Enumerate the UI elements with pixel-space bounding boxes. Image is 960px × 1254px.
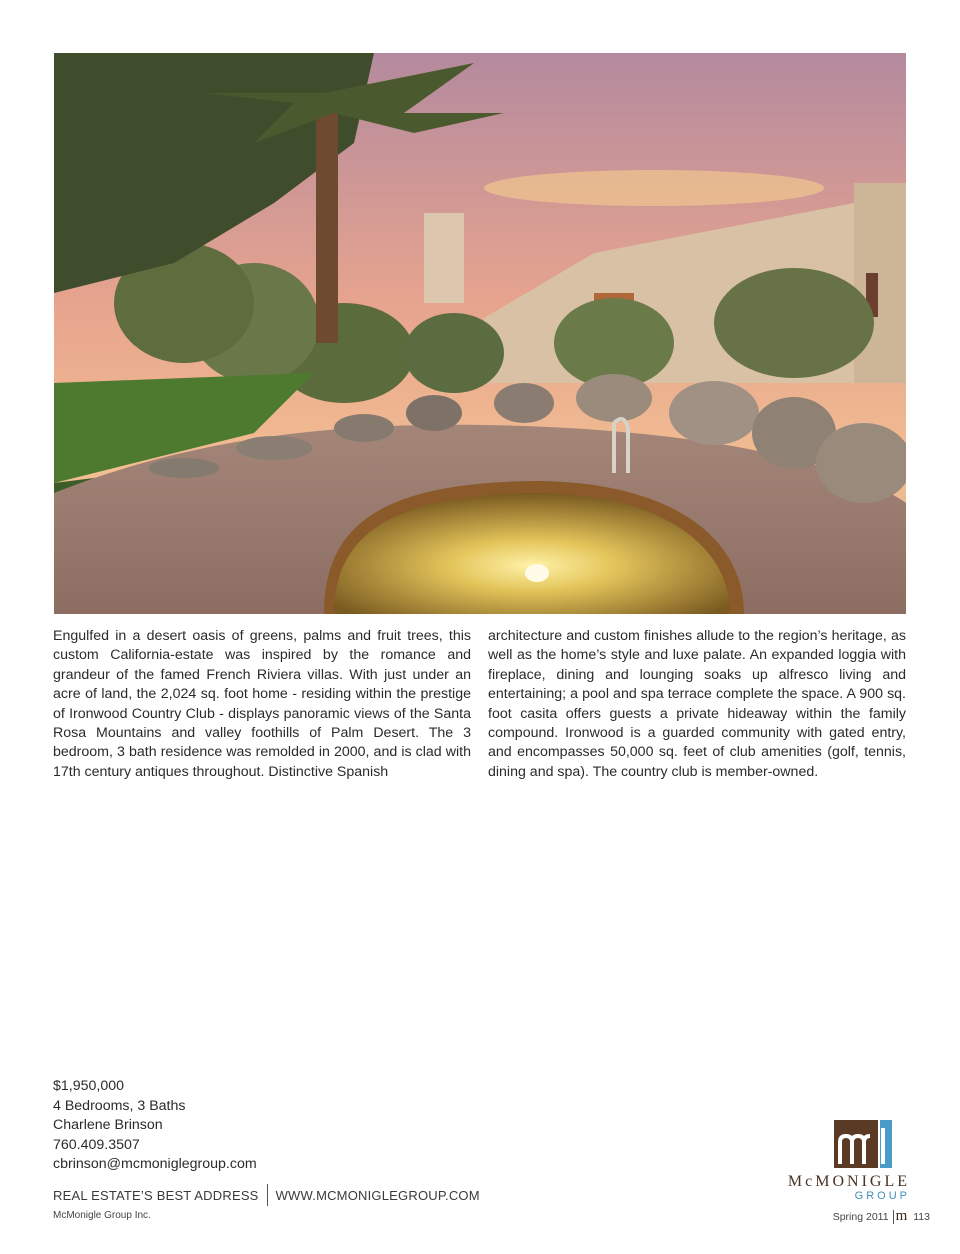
footer-divider [267, 1184, 268, 1206]
mcmonigle-logo [754, 1118, 910, 1204]
logo-sub: GROUP [854, 1190, 910, 1202]
article-paragraph-right: architecture and custom finishes allude to the region’s heritage, as well as the home’s style and luxe palate. An expanded loggia with fireplace, dining and lounging soaks up alfresco living and entertaining; a pool and spa terrace complete the space. A 900 sq. foot casita offers guests a private hideaway within the family compound. Ironwood is a guarded community with gated entry, and encompasses 50,000 sq. feet of club amenities (golf, tennis, dining and spa). The country club is member-owned. [488, 628, 906, 780]
footer-tagline-bar [53, 1185, 480, 1205]
listing-beds-baths: 4 Bedrooms, 3 Baths [53, 1097, 186, 1114]
listing-phone[interactable]: 760.409.3507 [53, 1136, 140, 1153]
property-photo-illustration [54, 53, 906, 614]
issue-label: Spring 2011 [832, 1210, 889, 1223]
listing-email[interactable]: cbrinson@mcmoniglegroup.com [53, 1156, 257, 1172]
folio-mark: m [895, 1208, 908, 1224]
property-photo [54, 53, 906, 614]
listing-price: $1,950,000 [53, 1078, 125, 1094]
footer-tagline: REAL ESTATE’S BEST ADDRESS [53, 1187, 259, 1203]
page-folio [833, 1208, 930, 1225]
article-paragraph-left: Engulfed in a desert oasis of greens, palms and fruit trees, this custom California-estate was inspired by the romance and grandeur of the famed French Riviera villas. With just under an acre of land, the 2,024 sq. foot home - residing within the prestige of Ironwood Country Club - displays panoramic views of the Santa Rosa Mountains and valley foothills of Palm Desert. The 3 bedroom, 3 bath residence was remolded in 2000, and is clad with 17th century antiques throughout. Distinctive Spanish [53, 628, 471, 780]
footer-company: McMonigle Group Inc. [53, 1210, 151, 1221]
listing-agent: Charlene Brinson [53, 1117, 163, 1133]
page-number: 113 [913, 1210, 930, 1223]
logo-name: McMONIGLE [787, 1173, 910, 1190]
folio-divider [893, 1210, 894, 1224]
footer-website-link[interactable]: WWW.MCMONIGLEGROUP.COM [275, 1187, 480, 1203]
logo-mark-icon [834, 1120, 894, 1168]
listing-details [53, 1077, 257, 1175]
